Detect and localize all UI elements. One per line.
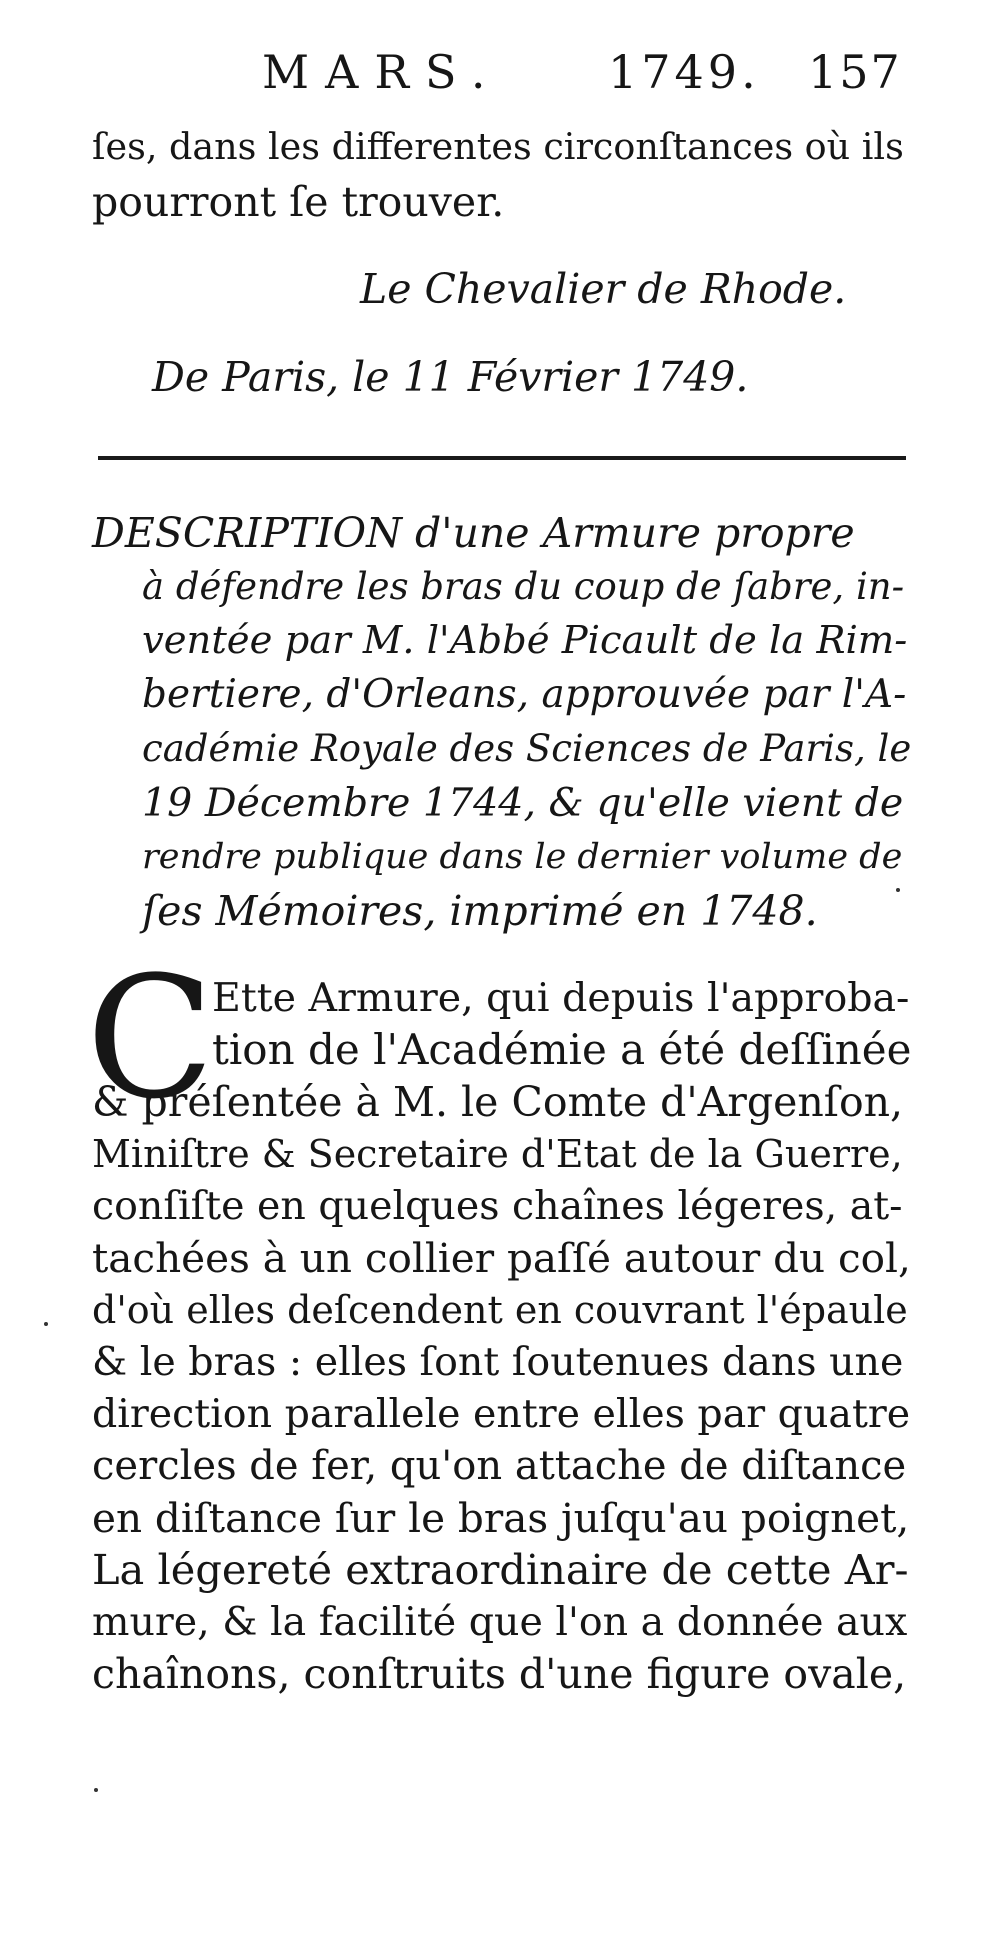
running-head-year: 1749. bbox=[608, 45, 760, 99]
text-line: pourront ſe trouver. bbox=[92, 178, 505, 226]
heading-line: DESCRIPTION d'une Armure propre bbox=[92, 509, 855, 557]
body-line: conſiſte en quelques chaînes légeres, at- bbox=[92, 1183, 903, 1229]
scan-speck bbox=[896, 888, 900, 892]
body-line: tachées à un collier paſſé autour du col, bbox=[92, 1234, 911, 1282]
heading-line: à défendre les bras du coup de ſabre, in- bbox=[142, 565, 905, 608]
signature: Le Chevalier de Rhode. bbox=[360, 265, 847, 313]
heading-line: bertiere, d'Orleans, approuvée par l'A- bbox=[142, 672, 907, 717]
body-line: Miniſtre & Secretaire d'Etat de la Guerre, bbox=[92, 1132, 903, 1176]
body-line: chaînons, conſtruits d'une figure ovale, bbox=[92, 1650, 907, 1698]
body-line: d'où elles deſcendent en couvrant l'épaule bbox=[92, 1288, 908, 1332]
body-line: La légereté extraordinaire de cette Ar- bbox=[92, 1545, 909, 1594]
body-line: & préſentée à M. le Comte d'Argenſon, bbox=[92, 1078, 904, 1126]
dateline: De Paris, le 11 Février 1749. bbox=[152, 353, 749, 401]
heading-line: rendre publique dans le dernier volume de bbox=[142, 837, 903, 877]
body-line: en diſtance ſur le bras juſqu'au poignet, bbox=[92, 1494, 910, 1542]
scan-speck bbox=[94, 1788, 98, 1792]
heading-line: ſes Mémoires, imprimé en 1748. bbox=[142, 887, 818, 935]
section-divider bbox=[98, 456, 906, 460]
body-line: mure, & la facilité que l'on a donnée aux bbox=[92, 1599, 908, 1645]
heading-line: 19 Décembre 1744, & qu'elle vient de bbox=[142, 780, 904, 826]
scan-speck bbox=[44, 1322, 48, 1326]
body-line: & le bras : elles ſont ſoutenues dans une bbox=[92, 1339, 904, 1385]
page-number: 157 bbox=[808, 45, 902, 99]
heading-line: cadémie Royale des Sciences de Paris, le bbox=[142, 727, 912, 770]
body-line: cercles de fer, qu'on attache de diſtance bbox=[92, 1443, 907, 1489]
body-line: tion de l'Académie a été deſſinée bbox=[212, 1025, 912, 1074]
heading-line: ventée par M. l'Abbé Picault de la Rim- bbox=[142, 618, 908, 663]
drop-cap: C bbox=[86, 940, 215, 1136]
running-head-month: MARS. bbox=[262, 45, 502, 99]
body-line: direction parallele entre elles par quatre bbox=[92, 1391, 911, 1437]
body-line: Ette Armure, qui depuis l'approba- bbox=[212, 975, 910, 1021]
text-line: ſes, dans les differentes circonſtances où ils bbox=[92, 125, 904, 168]
